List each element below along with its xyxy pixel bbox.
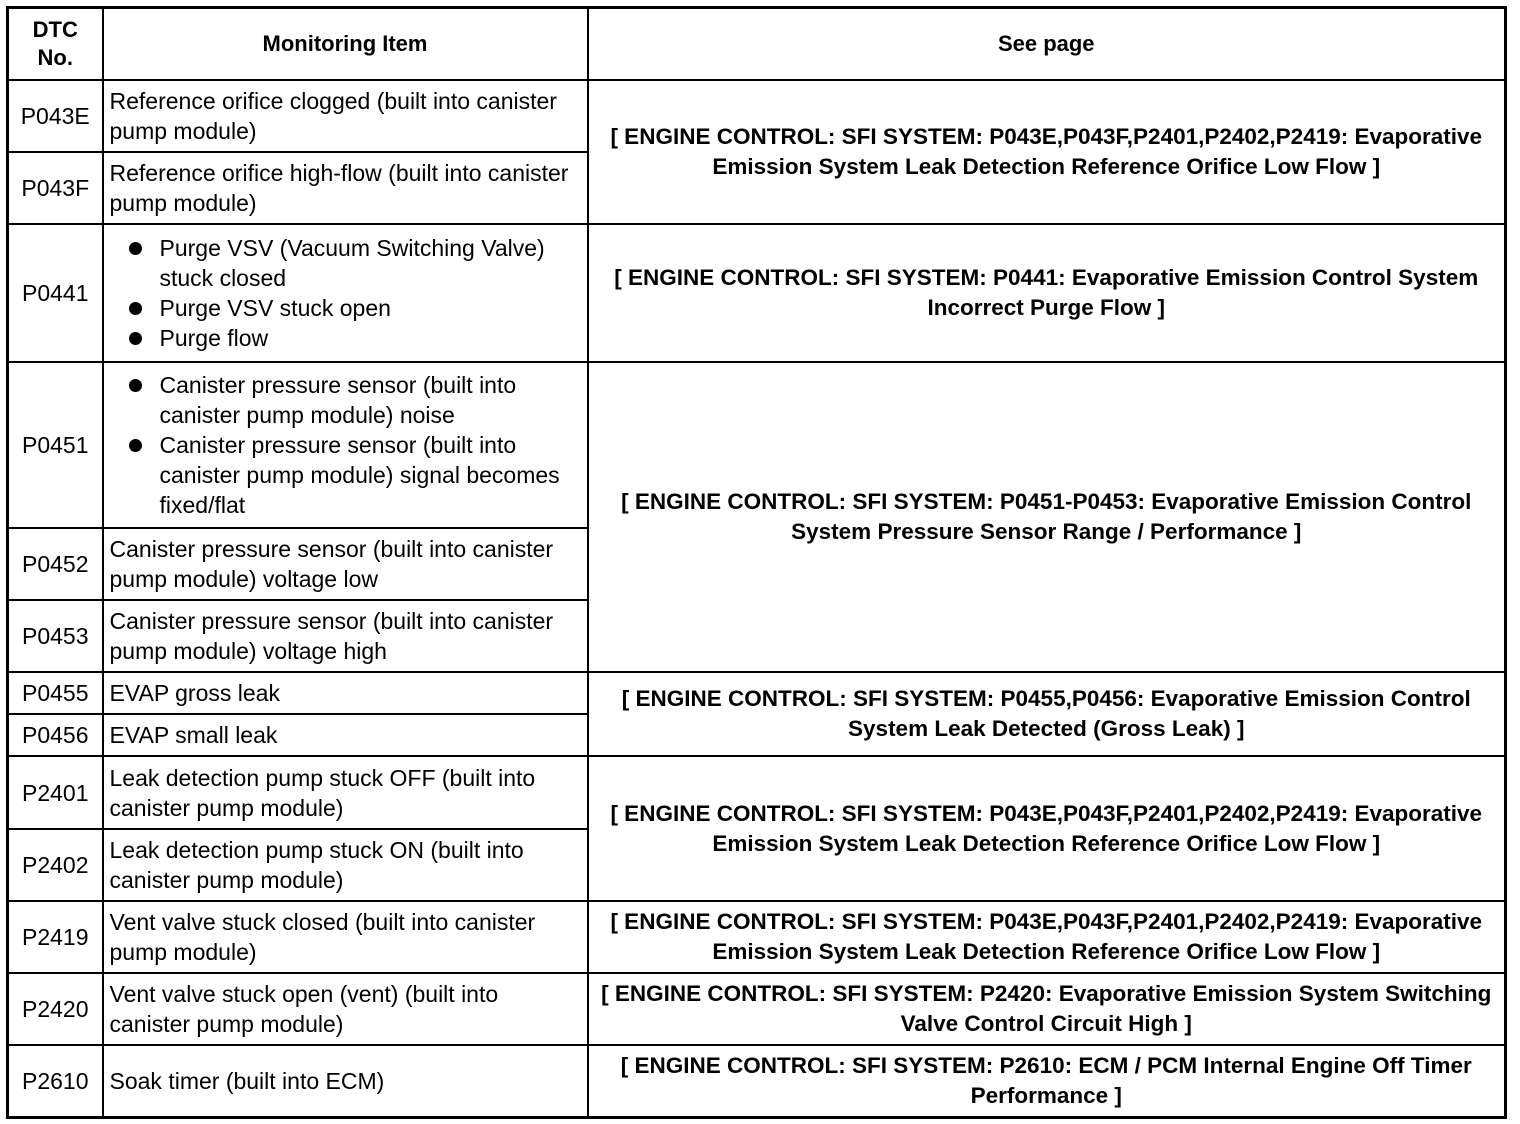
monitoring-item: Canister pressure sensor (built into canister pump module) voltage low — [103, 528, 588, 600]
see-page-reference: [ ENGINE CONTROL: SFI SYSTEM: P0451-P0453: Evaporative Emission Control System Pressure Sensor Range / Performance ] — [588, 362, 1506, 672]
table-row — [8, 80, 1506, 152]
dtc-code: P0452 — [8, 528, 103, 600]
monitoring-item: Vent valve stuck open (vent) (built into canister pump module) — [103, 973, 588, 1045]
see-page-reference: [ ENGINE CONTROL: SFI SYSTEM: P043E,P043F,P2401,P2402,P2419: Evaporative Emission System Leak Detection Reference Orifice Low Flow ] — [588, 80, 1506, 224]
table-row — [8, 672, 1506, 714]
header-row — [8, 8, 1506, 80]
dtc-code: P2419 — [8, 901, 103, 973]
monitoring-item: Vent valve stuck closed (built into canister pump module) — [103, 901, 588, 973]
monitoring-item: Soak timer (built into ECM) — [103, 1045, 588, 1117]
monitoring-item: Reference orifice high-flow (built into canister pump module) — [103, 152, 588, 224]
header-see-page: See page — [588, 8, 1506, 80]
dtc-code: P2610 — [8, 1045, 103, 1117]
dtc-code: P0451 — [8, 362, 103, 527]
header-monitoring-item: Monitoring Item — [103, 8, 588, 80]
dtc-code: P043E — [8, 80, 103, 152]
bullet-item: Canister pressure sensor (built into canister pump module) signal becomes fixed/flat — [110, 430, 583, 520]
see-page-reference: [ ENGINE CONTROL: SFI SYSTEM: P043E,P043F,P2401,P2402,P2419: Evaporative Emission System Leak Detection Reference Orifice Low Flow ] — [588, 756, 1506, 900]
bullet-item: Purge VSV stuck open — [110, 293, 583, 323]
bullet-item: Canister pressure sensor (built into canister pump module) noise — [110, 370, 583, 430]
monitoring-item: Leak detection pump stuck OFF (built into canister pump module) — [103, 756, 588, 828]
header-dtc-no: DTC No. — [8, 8, 103, 80]
table-row — [8, 224, 1506, 362]
table-row — [8, 901, 1506, 973]
table-row — [8, 973, 1506, 1045]
dtc-code: P2401 — [8, 756, 103, 828]
table-row — [8, 362, 1506, 527]
dtc-table — [6, 6, 1507, 1119]
table-row — [8, 756, 1506, 828]
see-page-reference: [ ENGINE CONTROL: SFI SYSTEM: P0441: Evaporative Emission Control System Incorrect Purge Flow ] — [588, 224, 1506, 362]
see-page-reference: [ ENGINE CONTROL: SFI SYSTEM: P0455,P0456: Evaporative Emission Control System Leak Detected (Gross Leak) ] — [588, 672, 1506, 756]
dtc-code: P0441 — [8, 224, 103, 362]
see-page-reference: [ ENGINE CONTROL: SFI SYSTEM: P2610: ECM / PCM Internal Engine Off Timer Performance ] — [588, 1045, 1506, 1117]
table-row — [8, 1045, 1506, 1117]
bullet-list — [110, 233, 583, 353]
dtc-code: P0453 — [8, 600, 103, 672]
see-page-reference: [ ENGINE CONTROL: SFI SYSTEM: P043E,P043F,P2401,P2402,P2419: Evaporative Emission System Leak Detection Reference Orifice Low Flow ] — [588, 901, 1506, 973]
dtc-code: P2420 — [8, 973, 103, 1045]
monitoring-item: Leak detection pump stuck ON (built into canister pump module) — [103, 829, 588, 901]
bullet-item: Purge flow — [110, 323, 583, 353]
monitoring-item: Canister pressure sensor (built into canister pump module) voltage high — [103, 600, 588, 672]
monitoring-item — [103, 224, 588, 362]
monitoring-item: EVAP gross leak — [103, 672, 588, 714]
monitoring-item: Reference orifice clogged (built into canister pump module) — [103, 80, 588, 152]
dtc-code: P043F — [8, 152, 103, 224]
see-page-reference: [ ENGINE CONTROL: SFI SYSTEM: P2420: Evaporative Emission System Switching Valve Control Circuit High ] — [588, 973, 1506, 1045]
dtc-code: P0456 — [8, 714, 103, 756]
dtc-code: P0455 — [8, 672, 103, 714]
bullet-list — [110, 370, 583, 520]
monitoring-item: EVAP small leak — [103, 714, 588, 756]
bullet-item: Purge VSV (Vacuum Switching Valve) stuck closed — [110, 233, 583, 293]
dtc-code: P2402 — [8, 829, 103, 901]
monitoring-item — [103, 362, 588, 527]
